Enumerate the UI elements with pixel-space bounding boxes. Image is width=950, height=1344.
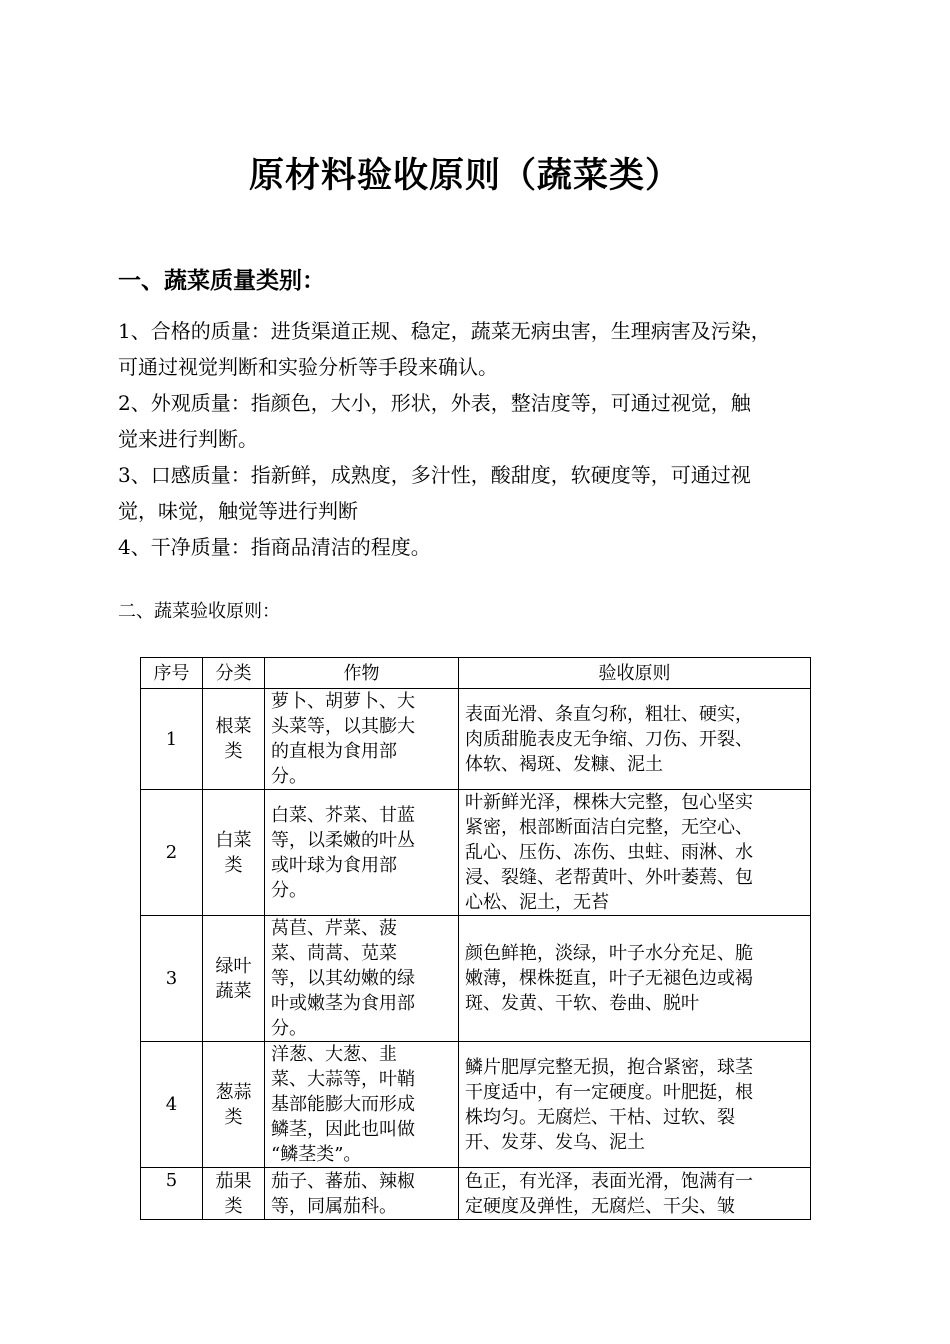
row-crop: 萝卜、胡萝卜、大 头菜等，以其膨大 的直根为食用部 分。 — [265, 689, 459, 790]
row-category: 白菜 类 — [203, 790, 265, 916]
table-row — [141, 689, 811, 790]
paragraph-line: 觉，味觉，触觉等进行判断 — [118, 499, 358, 523]
acceptance-table — [140, 657, 811, 1220]
header-acceptance-rule: 验收原则 — [459, 658, 811, 689]
page-title: 原材料验收原则（蔬菜类） — [248, 155, 681, 196]
row-rule: 色正，有光泽，表面光滑，饱满有一 定硬度及弹性，无腐烂、干尖、皱 — [459, 1168, 811, 1220]
row-number: 1 — [141, 689, 203, 790]
row-category: 根菜 类 — [203, 689, 265, 790]
paragraph-line: 1、合格的质量：进货渠道正规、稳定，蔬菜无病虫害，生理病害及污染， — [118, 319, 771, 343]
row-number: 5 — [141, 1168, 203, 1220]
table-row — [141, 1042, 811, 1168]
table-row — [141, 916, 811, 1042]
row-crop: 洋葱、大葱、韭 菜、大蒜等，叶鞘 基部能膨大而形成 鳞茎，因此也叫做 “鳞茎类”。 — [265, 1042, 459, 1168]
header-category: 分类 — [203, 658, 265, 689]
row-crop: 莴苣、芹菜、菠 菜、茼蒿、苋菜 等，以其幼嫩的绿 叶或嫩茎为食用部 分。 — [265, 916, 459, 1042]
table-row — [141, 790, 811, 916]
row-rule: 表面光滑、条直匀称，粗壮、硬实， 肉质甜脆表皮无争缩、刀伤、开裂、 体软、褐斑、发糠、泥土 — [459, 689, 811, 790]
row-crop: 白菜、芥菜、甘蓝 等，以柔嫩的叶丛 或叶球为食用部 分。 — [265, 790, 459, 916]
row-category: 葱蒜 类 — [203, 1042, 265, 1168]
row-category: 绿叶 蔬菜 — [203, 916, 265, 1042]
row-category: 茄果 类 — [203, 1168, 265, 1220]
header-number: 序号 — [141, 658, 203, 689]
table-header-row — [141, 658, 811, 689]
row-number: 3 — [141, 916, 203, 1042]
table-row — [141, 1168, 811, 1220]
paragraph-line: 2、外观质量：指颜色，大小，形状，外表，整洁度等，可通过视觉，触 — [118, 391, 751, 415]
row-rule: 鳞片肥厚完整无损，抱合紧密，球茎 干度适中，有一定硬度。叶肥挺，根 株均匀。无腐烂、干枯、过软、裂 开、发芽、发乌、泥土 — [459, 1042, 811, 1168]
paragraph-line: 3、口感质量：指新鲜，成熟度，多汁性，酸甜度，软硬度等，可通过视 — [118, 463, 751, 487]
row-crop: 茄子、蕃茄、辣椒 等，同属茄科。 — [265, 1168, 459, 1220]
section-heading-acceptance-principles: 二、蔬菜验收原则： — [118, 601, 280, 622]
row-number: 4 — [141, 1042, 203, 1168]
paragraph-line: 4、干净质量：指商品清洁的程度。 — [118, 535, 431, 559]
section-heading-quality-categories: 一、蔬菜质量类别： — [118, 267, 325, 294]
row-rule: 叶新鲜光泽，棵株大完整，包心坚实 紧密，根部断面洁白完整，无空心、 乱心、压伤、冻伤、虫蛀、雨淋、水 浸、裂缝、老帮黄叶、外叶萎蔫、包 心松、泥土，无苔 — [459, 790, 811, 916]
paragraph-line: 觉来进行判断。 — [118, 427, 258, 451]
paragraph-line: 可通过视觉判断和实验分析等手段来确认。 — [118, 355, 498, 379]
row-number: 2 — [141, 790, 203, 916]
row-rule: 颜色鲜艳，淡绿，叶子水分充足、脆 嫩薄，棵株挺直，叶子无褪色边或褐 斑、发黄、干软、卷曲、脱叶 — [459, 916, 811, 1042]
header-crop: 作物 — [265, 658, 459, 689]
